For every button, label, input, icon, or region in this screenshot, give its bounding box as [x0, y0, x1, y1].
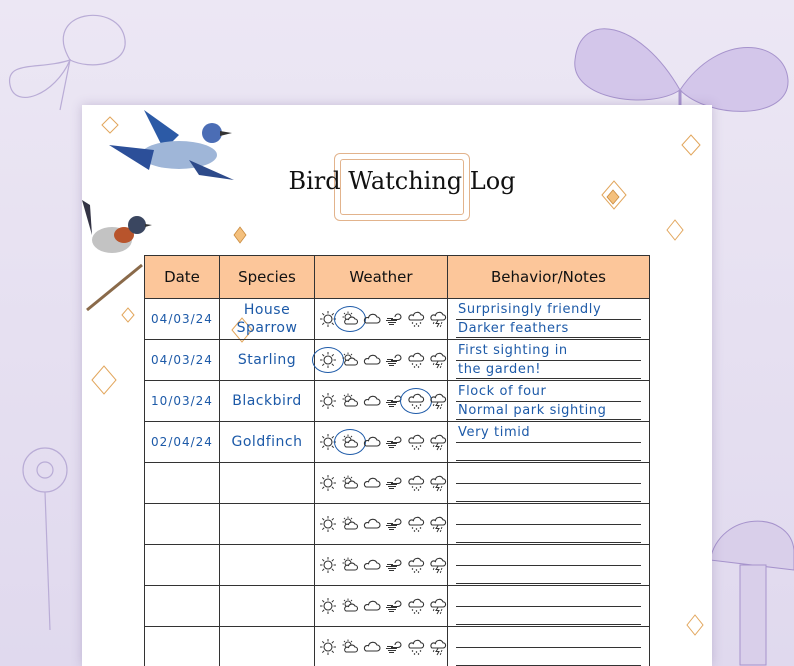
note-line	[456, 442, 641, 443]
storm-icon[interactable]	[429, 474, 447, 492]
date-cell[interactable]	[145, 504, 220, 545]
note-line	[456, 401, 641, 402]
selected-weather-circle	[334, 306, 366, 332]
note-text: Darker feathers	[458, 321, 569, 336]
weather-cell	[315, 381, 448, 422]
notes-cell[interactable]	[448, 299, 650, 340]
note-text: the garden!	[458, 362, 542, 377]
blue-jay-illustration	[104, 105, 244, 190]
cloud-icon[interactable]	[363, 310, 381, 328]
note-line	[456, 319, 641, 320]
log-row	[145, 340, 650, 381]
snow-icon[interactable]	[407, 433, 425, 451]
note-line	[456, 483, 641, 484]
column-header-weather: Weather	[315, 256, 448, 299]
species-cell[interactable]: Blackbird	[220, 381, 315, 422]
page-title: Bird Watching Log	[288, 167, 516, 195]
species-cell[interactable]	[220, 586, 315, 627]
log-row	[145, 627, 650, 666]
species-cell[interactable]: Goldfinch	[220, 422, 315, 463]
note-line	[456, 583, 641, 584]
partly-cloudy-icon[interactable]	[341, 515, 359, 533]
log-row	[145, 299, 650, 340]
notes-cell[interactable]	[448, 545, 650, 586]
cloud-icon[interactable]	[363, 556, 381, 574]
notes-cell[interactable]	[448, 627, 650, 666]
sun-icon[interactable]	[319, 556, 337, 574]
weather-cell	[315, 299, 448, 340]
species-cell[interactable]: Starling	[220, 340, 315, 381]
notes-cell[interactable]	[448, 463, 650, 504]
snow-icon[interactable]	[407, 556, 425, 574]
species-cell[interactable]: House Sparrow	[220, 299, 315, 340]
sun-icon[interactable]	[319, 351, 337, 369]
log-row	[145, 586, 650, 627]
column-header-species: Species	[220, 256, 315, 299]
sun-icon[interactable]	[319, 474, 337, 492]
partly-cloudy-icon[interactable]	[341, 392, 359, 410]
note-line	[456, 419, 641, 420]
flower-illustration	[0, 400, 82, 630]
note-line	[456, 542, 641, 543]
cloud-icon[interactable]	[363, 638, 381, 656]
wind-icon[interactable]	[385, 474, 403, 492]
partly-cloudy-icon[interactable]	[341, 638, 359, 656]
mushroom-illustration	[700, 500, 794, 666]
header-row	[145, 256, 650, 299]
snow-icon[interactable]	[407, 638, 425, 656]
log-row	[145, 463, 650, 504]
selected-weather-circle	[400, 388, 432, 414]
cloud-icon[interactable]	[363, 433, 381, 451]
cloud-icon[interactable]	[363, 515, 381, 533]
storm-icon[interactable]	[429, 392, 447, 410]
log-row	[145, 422, 650, 463]
note-line	[456, 624, 641, 625]
snow-icon[interactable]	[407, 474, 425, 492]
date-cell[interactable]: 04/03/24	[145, 340, 220, 381]
cloud-icon[interactable]	[363, 351, 381, 369]
note-line	[456, 606, 641, 607]
note-line	[456, 378, 641, 379]
weather-cell	[315, 545, 448, 586]
log-table	[144, 255, 650, 666]
sun-icon[interactable]	[319, 515, 337, 533]
storm-icon[interactable]	[429, 310, 447, 328]
note-line	[456, 524, 641, 525]
species-cell[interactable]	[220, 504, 315, 545]
date-cell[interactable]	[145, 627, 220, 666]
weather-cell	[315, 422, 448, 463]
notes-cell[interactable]	[448, 381, 650, 422]
storm-icon[interactable]	[429, 433, 447, 451]
wind-icon[interactable]	[385, 351, 403, 369]
wind-icon[interactable]	[385, 433, 403, 451]
storm-icon[interactable]	[429, 638, 447, 656]
column-header-date: Date	[145, 256, 220, 299]
notes-cell[interactable]	[448, 586, 650, 627]
snow-icon[interactable]	[407, 351, 425, 369]
date-cell[interactable]: 04/03/24	[145, 299, 220, 340]
weather-cell	[315, 504, 448, 545]
note-line	[456, 337, 641, 338]
notes-cell[interactable]	[448, 504, 650, 545]
wren-illustration	[82, 195, 152, 315]
weather-cell	[315, 340, 448, 381]
partly-cloudy-icon[interactable]	[341, 351, 359, 369]
notes-cell[interactable]	[448, 340, 650, 381]
partly-cloudy-icon[interactable]	[341, 310, 359, 328]
weather-cell	[315, 586, 448, 627]
selected-weather-circle	[334, 429, 366, 455]
date-cell[interactable]: 10/03/24	[145, 381, 220, 422]
cloud-icon[interactable]	[363, 597, 381, 615]
wind-icon[interactable]	[385, 515, 403, 533]
sun-icon[interactable]	[319, 638, 337, 656]
snow-icon[interactable]	[407, 310, 425, 328]
note-line	[456, 501, 641, 502]
sun-icon[interactable]	[319, 597, 337, 615]
note-line	[456, 565, 641, 566]
cloud-icon[interactable]	[363, 392, 381, 410]
log-row	[145, 545, 650, 586]
storm-icon[interactable]	[429, 556, 447, 574]
snow-icon[interactable]	[407, 392, 425, 410]
date-cell[interactable]	[145, 463, 220, 504]
note-text: Very timid	[458, 425, 531, 440]
note-text: Normal park sighting	[458, 403, 607, 418]
note-line	[456, 460, 641, 461]
note-line	[456, 647, 641, 648]
note-text: Surprisingly friendly	[458, 302, 602, 317]
log-row	[145, 381, 650, 422]
storm-icon[interactable]	[429, 351, 447, 369]
weather-cell	[315, 463, 448, 504]
storm-icon[interactable]	[429, 515, 447, 533]
wind-icon[interactable]	[385, 556, 403, 574]
wind-icon[interactable]	[385, 638, 403, 656]
storm-icon[interactable]	[429, 597, 447, 615]
date-cell[interactable]	[145, 586, 220, 627]
note-text: First sighting in	[458, 343, 568, 358]
sun-icon[interactable]	[319, 392, 337, 410]
wind-icon[interactable]	[385, 310, 403, 328]
wind-icon[interactable]	[385, 597, 403, 615]
date-cell[interactable]	[145, 545, 220, 586]
cloud-icon[interactable]	[363, 474, 381, 492]
date-cell[interactable]: 02/04/24	[145, 422, 220, 463]
snow-icon[interactable]	[407, 515, 425, 533]
notes-cell[interactable]	[448, 422, 650, 463]
note-text: Flock of four	[458, 384, 547, 399]
species-cell[interactable]	[220, 463, 315, 504]
log-row	[145, 504, 650, 545]
weather-cell	[315, 627, 448, 666]
species-cell[interactable]	[220, 545, 315, 586]
species-cell[interactable]	[220, 627, 315, 666]
partly-cloudy-icon[interactable]	[341, 556, 359, 574]
log-page	[82, 105, 712, 666]
note-line	[456, 360, 641, 361]
snow-icon[interactable]	[407, 597, 425, 615]
column-header-notes: Behavior/Notes	[448, 256, 650, 299]
partly-cloudy-icon[interactable]	[341, 433, 359, 451]
partly-cloudy-icon[interactable]	[341, 597, 359, 615]
selected-weather-circle	[312, 347, 344, 373]
partly-cloudy-icon[interactable]	[341, 474, 359, 492]
